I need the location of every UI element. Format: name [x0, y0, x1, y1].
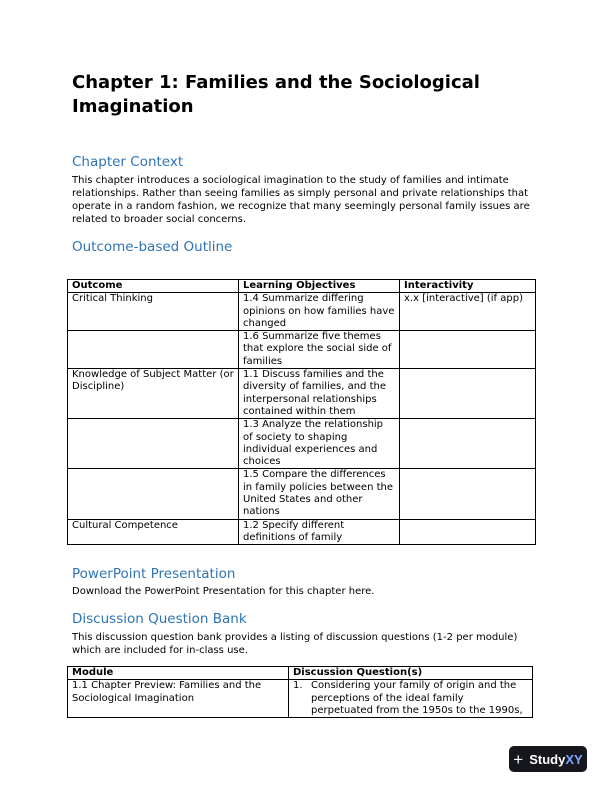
question-text: Considering your family of origin and the perceptions of the ideal family perpetuated from the 1950s to the 1990s,: [311, 680, 523, 716]
interactivity-cell: [400, 331, 536, 369]
objective-cell: 1.6 Summarize five themes that explore the social side of families: [239, 331, 400, 369]
badge-text-study: Study: [529, 751, 566, 767]
plus-icon: +: [513, 749, 524, 769]
col-header-module: Module: [68, 667, 289, 680]
outcome-cell: Cultural Competence: [68, 519, 239, 545]
discussion-heading: Discussion Question Bank: [72, 611, 247, 627]
col-header-questions: Discussion Question(s): [289, 667, 533, 680]
module-cell: 1.1 Chapter Preview: Families and the Sociological Imagination: [68, 680, 289, 718]
list-item: [293, 680, 528, 717]
outcome-cell: Critical Thinking: [68, 293, 239, 331]
interactivity-cell: [400, 369, 536, 419]
interactivity-cell: [400, 469, 536, 519]
outline-header-row: [68, 280, 536, 293]
table-row: [68, 680, 533, 718]
interactivity-cell: [400, 519, 536, 545]
objective-cell: 1.3 Analyze the relationship of society to shaping individual experiences and choices: [239, 419, 400, 469]
outcome-cell: Knowledge of Subject Matter (or Discipline): [68, 369, 239, 419]
chapter-context-heading: Chapter Context: [72, 154, 184, 170]
col-header-objectives: Learning Objectives: [239, 280, 400, 293]
table-row: [68, 331, 536, 369]
powerpoint-body: Download the PowerPoint Presentation for this chapter here.: [72, 586, 375, 597]
interactivity-cell: x.x [interactive] (if app): [400, 293, 536, 331]
discussion-table: [67, 666, 533, 718]
table-row: [68, 469, 536, 519]
powerpoint-heading: PowerPoint Presentation: [72, 566, 236, 582]
table-row: [68, 419, 536, 469]
outcome-cell: [68, 331, 239, 369]
chapter-title: Chapter 1: Families and the Sociological Imagination: [72, 72, 480, 117]
objective-cell: 1.1 Discuss families and the diversity of families, and the interpersonal relationships contained within them: [239, 369, 400, 419]
question-number: 1.: [293, 680, 303, 692]
table-row: [68, 519, 536, 545]
outcome-cell: [68, 469, 239, 519]
badge-text-xy: XY: [565, 751, 583, 767]
table-row: [68, 293, 536, 331]
outcome-cell: [68, 419, 239, 469]
question-list: [293, 680, 528, 717]
discussion-header-row: [68, 667, 533, 680]
objective-cell: 1.4 Summarize differing opinions on how families have changed: [239, 293, 400, 331]
table-row: [68, 369, 536, 419]
col-header-outcome: Outcome: [68, 280, 239, 293]
discussion-body: This discussion question bank provides a listing of discussion questions (1-2 per module) which are included for in-class use.: [72, 632, 518, 657]
interactivity-cell: [400, 419, 536, 469]
studyxy-badge[interactable]: [509, 746, 587, 772]
outline-heading: Outcome-based Outline: [72, 239, 233, 255]
outline-table: [67, 279, 536, 545]
chapter-context-body: This chapter introduces a sociological imagination to the study of families and intimate relationships. Rather than seeing families as simply personal and private relationships that operate in a random fashion, we recognize that many seemingly personal family issues are related to broader social concerns.: [72, 175, 530, 226]
col-header-interactivity: Interactivity: [400, 280, 536, 293]
objective-cell: 1.2 Specify different definitions of family: [239, 519, 400, 545]
objective-cell: 1.5 Compare the differences in family policies between the United States and other nations: [239, 469, 400, 519]
question-cell: [289, 680, 533, 718]
